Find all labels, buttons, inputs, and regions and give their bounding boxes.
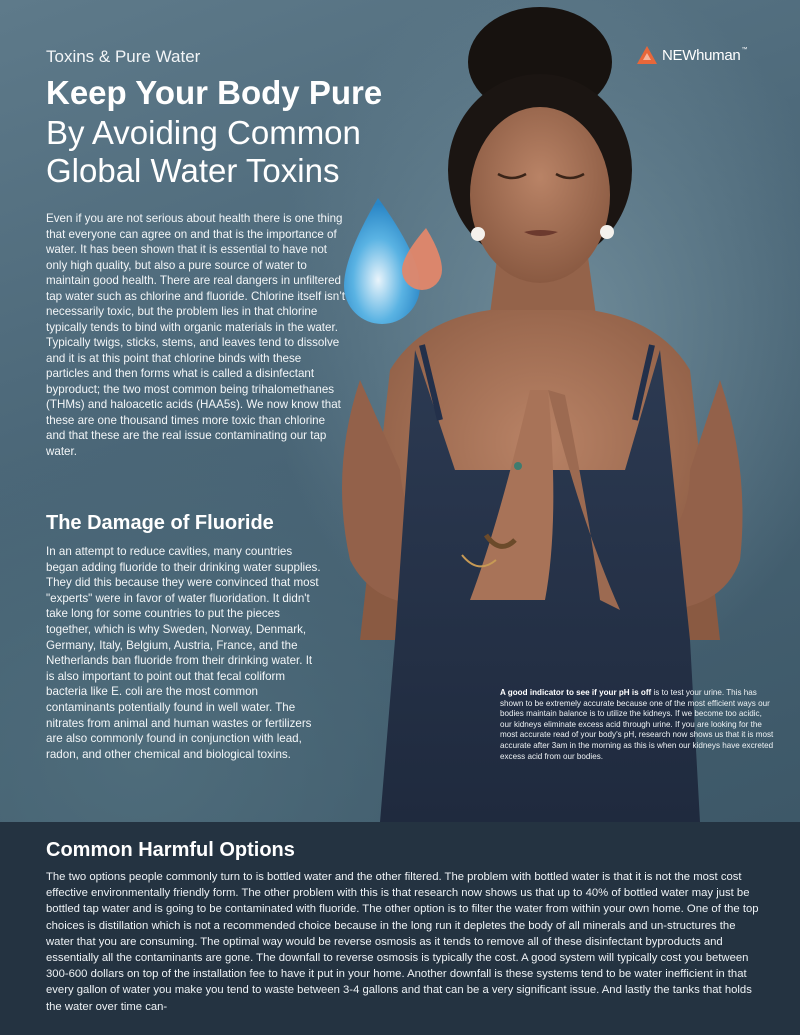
- harmful-paragraph: The two options people commonly turn to is bottled water and the other filtered. The problem with bottled water is that it is not the most cost effective environmentally friendly form. The other problem with this is that research now shows us that up to 40% of bottled water may just be bottled tap water and is going to be contaminated with fluoride. The other option is to filter the water from within your own home. One of the top choices is distillation which is not a recommended choice because in the long run it depletes the body of all minerals and un-structures the water that you are consuming. The optimal way would be reverse osmosis as it tends to remove all of these disinfectant byproducts and essentially all the contaminants are gone. The downfall to reverse osmosis is typically the cost. A good system will typically cost you between 300-600 dollars on top of the installation fee to have it put in your home. Another downfall is these systems tend to be water inefficient in that every gallon of water you make you tend to waste between 3-4 gallons and that can be a very significant issue. And lastly the tanks that holds the water over time can-: [46, 871, 759, 1013]
- page-subtitle: By Avoiding Common Global Water Toxins: [46, 114, 361, 189]
- ph-tip-text: is to test your urine. This has shown to be extremely accurate because one of the most efficient ways our bodies maintain balance is to utilize the kidneys. If we become too acidic, our kidneys eliminate excess acid through urine. If you are looking for the most accurate read of your body's pH, research now shows us that it is most accurate after 3am in the morning as this is when our kidneys have excreted excess acid from our bodies.: [500, 688, 774, 761]
- category-label: Toxins & Pure Water: [46, 47, 201, 66]
- harmful-options-section: [0, 822, 800, 1035]
- ph-tip-lead: A good indicator to see if your pH is off: [500, 688, 652, 697]
- intro-paragraph: Even if you are not serious about health there is one thing that everyone can agree on and that is the importance of water. It has been shown that it is essential to have not only high quality, but also a pure source of water to maintain good health. There are real dangers in unfiltered tap water such as chlorine and fluoride. Chlorine itself isn’t necessarily toxic, but the problem lies in that chlorine typically tends to bind with organic materials in the water. Typically twigs, sticks, stems, and leaves tend to dissolve and it is at this point that chlorine binds with these particles and then forms what is called a disinfectant byproduct; the two most common being trihalomethanes (THMs) and haloacetic acids (HAA5s). We now know that these are one thousand times more toxic than chlorine and that these are the real issue contaminating our tap water.: [46, 212, 346, 458]
- fluoride-paragraph: In an attempt to reduce cavities, many countries began adding fluoride to their drinking water supplies. They did this because they were convinced that most "experts" were in favor of water fluoridation. It didn't take long for some countries to put the pieces together, which is why Sweden, Norway, Denmark, Germany, Italy, Belgium, Austria, France, and the Netherlands ban fluoride from their drinking water. It is also important to point out that fecal coliform bacteria like E. coli are the most common contaminants potentially found in well water. The nitrates from animal and human wastes or fertilizers are also commonly found in conjunction with lead, radon, and other chemical and biological toxins.: [46, 545, 321, 761]
- brand-name: NEWhuman™: [662, 46, 748, 64]
- ph-tip-callout: [500, 688, 774, 762]
- newhuman-logo-icon: [636, 45, 658, 65]
- brand-logo: [636, 45, 747, 65]
- fluoride-section-title: The Damage of Fluoride: [46, 512, 274, 534]
- water-drop-orange-icon: [400, 226, 444, 294]
- page-title: Keep Your Body Pure: [46, 74, 383, 111]
- harmful-section-title: Common Harmful Options: [46, 839, 295, 861]
